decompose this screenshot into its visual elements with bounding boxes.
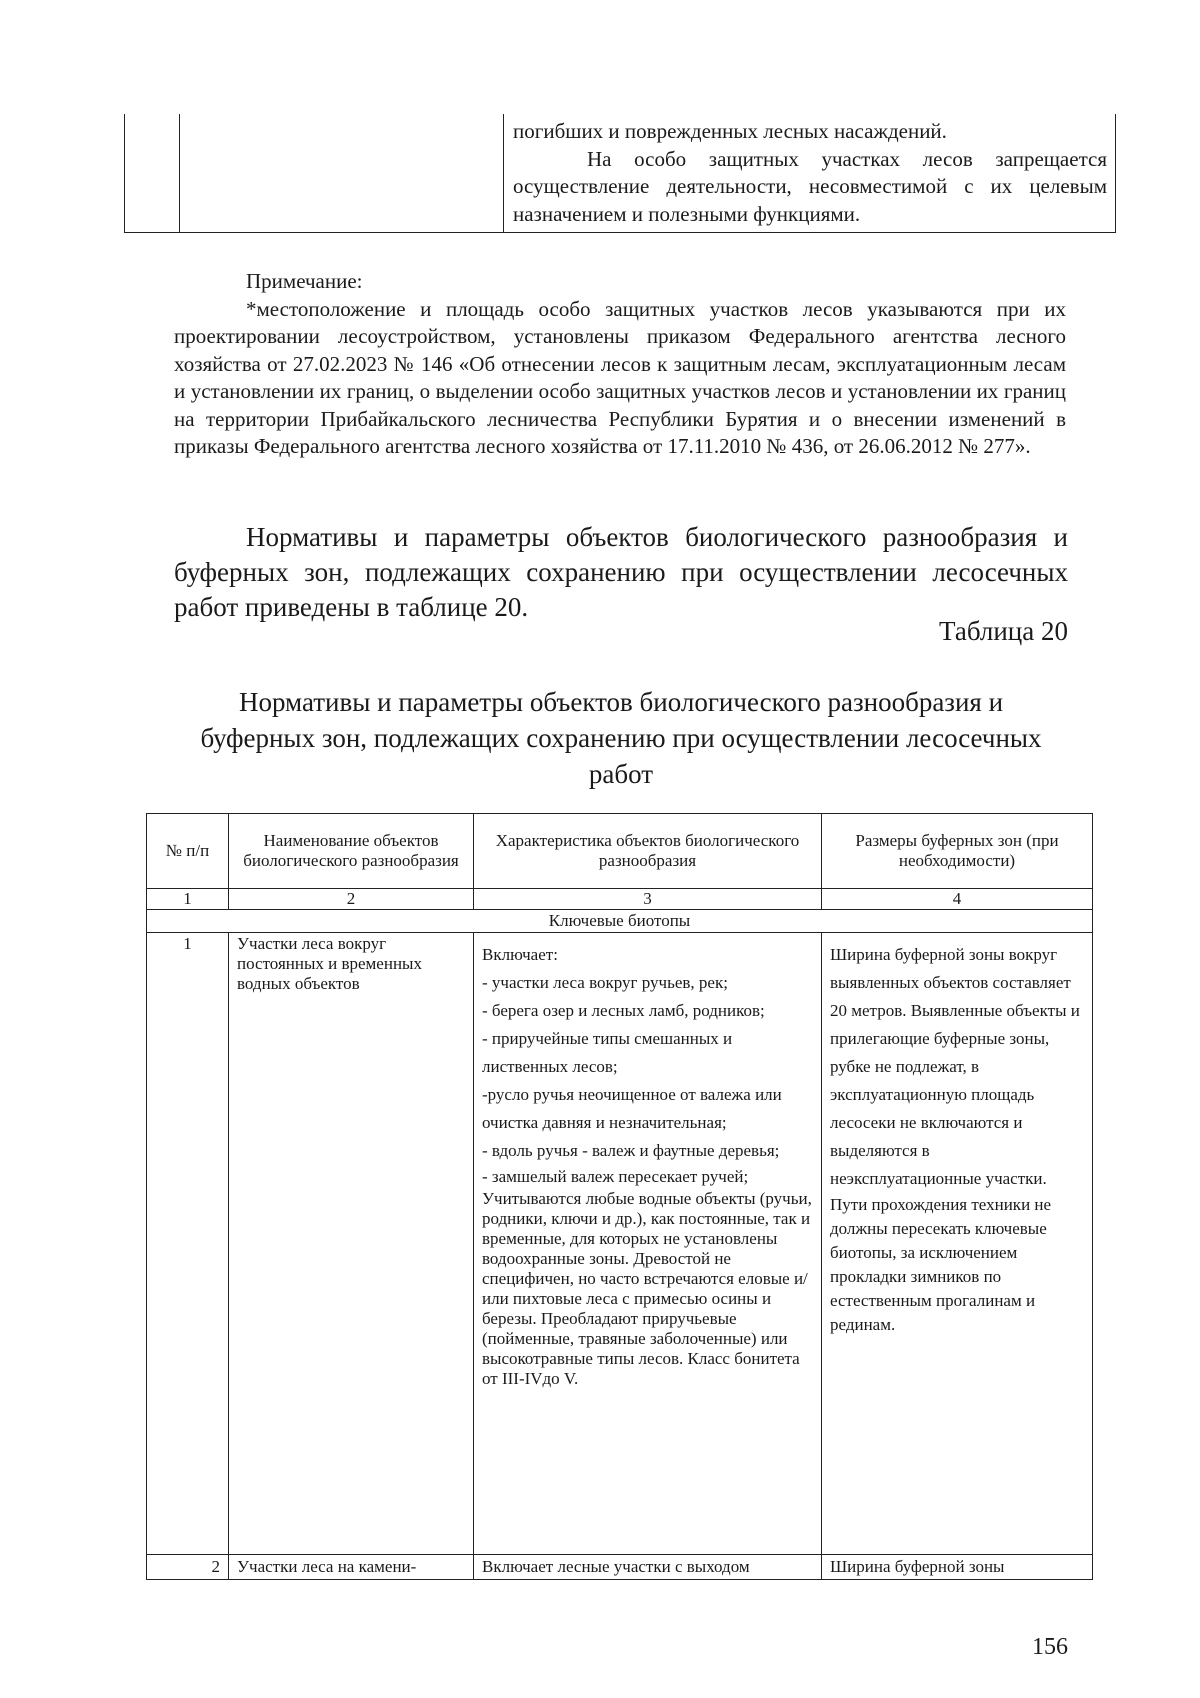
- char-item: - берега озер и лесных ламб, родников;: [482, 1001, 765, 1020]
- object-characteristics: Включает лесные участки с выходом: [474, 1555, 822, 1580]
- note-block: [174, 268, 1066, 461]
- column-number-row: [147, 889, 1093, 910]
- fragment-line: На особо защитных участках лесов запрещается осуществление деятельности, несовместимой с их целевым назначением и полезными функциями.: [513, 146, 1107, 226]
- column-divider: [503, 114, 504, 232]
- note-body: *местоположение и площадь особо защитных участков лесов указываются при их проектировании лесоустройством, установлены приказом Федерального агентства лесного хозяйства от 27.02.2023 № 146 «Об отнесении лесов к защитным лесам, эксплуатационным лесам и установлении их границ, о выделении особо защитных участков лесов и установлении их границ на территории Прибайкальского лесничества Республики Бурятия и о внесении изменений в приказы Федерального агентства лесного хозяйства от 17.11.2010 № 436, от 26.06.2012 № 277».: [174, 296, 1066, 458]
- fragment-line: погибших и поврежденных лесных насаждений.: [513, 119, 947, 143]
- section-row: [147, 910, 1093, 933]
- table-row: [147, 1555, 1093, 1580]
- buffer-text: Пути прохождения техники не должны пересекать ключевые биотопы, за исключением прокладки зимников по естественным прогалинам и рединам.: [830, 1195, 1052, 1334]
- header-characteristics: Характеристика объектов биологического разнообразия: [474, 814, 822, 889]
- biodiversity-table: [146, 813, 1093, 1580]
- column-number: 1: [147, 889, 229, 910]
- column-number: 4: [822, 889, 1093, 910]
- buffer-zone-size: [822, 933, 1093, 1555]
- object-name: Участки леса вокруг постоянных и временных водных объектов: [229, 933, 474, 1555]
- table-label: Таблица 20: [939, 616, 1068, 646]
- note-title: Примечание:: [246, 269, 363, 293]
- caption-line: Нормативы и параметры объектов биологического разнообразия и: [238, 687, 1004, 717]
- char-item: Включает:: [482, 945, 558, 964]
- column-number: 2: [229, 889, 474, 910]
- header-buffer-size: Размеры буферных зон (при необходимости): [822, 814, 1093, 889]
- section-title: Ключевые биотопы: [147, 910, 1093, 933]
- continued-table-fragment: [124, 114, 1116, 233]
- char-item: -русло ручья неочищенное от валежа или очистка давняя и незначительная;: [482, 1085, 782, 1132]
- header-object-name: Наименование объектов биологического разнообразия: [229, 814, 474, 889]
- table-caption: [174, 684, 1068, 792]
- row-number: 1: [147, 933, 229, 1555]
- char-item: - замшелый валеж пересекает ручей;: [482, 1167, 749, 1186]
- buffer-text: Ширина буферной зоны вокруг выявленных объектов составляет 20 метров. Выявленные объекты и прилегающие буферные зоны, рубке не подлежат, в эксплуатационную площадь лесосеки не включаются и выделяются в неэксплуатационные участки.: [830, 945, 1080, 1188]
- caption-line: работ: [588, 759, 654, 789]
- char-item: - вдоль ручья - валеж и фаутные деревья;: [482, 1141, 780, 1160]
- table-row: [147, 933, 1093, 1555]
- fragment-cell-text: [513, 118, 1107, 228]
- column-number: 3: [474, 889, 822, 910]
- char-text: Учитываются любые водные объекты (ручьи, родники, ключи и др.), как постоянные, так и временные, для которых не установлены водоохранные зоны. Древостой не специфичен, но часто встречаются еловые и/или пихтовые леса с примесью осины и березы. Преобладают приручьевые (пойменные, травяные заболоченные) или высокотравные типы лесов. Класс бонитета от III-IVдо V.: [482, 1189, 812, 1388]
- row-number: 2: [147, 1555, 229, 1580]
- body-paragraph-block: [174, 520, 1068, 625]
- table-header-row: [147, 814, 1093, 889]
- body-paragraph: Нормативы и параметры объектов биологического разнообразия и буферных зон, подлежащих сохранению при осуществлении лесосечных работ приведены в таблице 20.: [174, 522, 1068, 622]
- object-characteristics: [474, 933, 822, 1555]
- page-number: 156: [1032, 1634, 1068, 1660]
- object-name: Участки леса на камени-: [229, 1555, 474, 1580]
- char-item: - приручейные типы смешанных и лиственных лесов;: [482, 1029, 733, 1076]
- buffer-zone-size: Ширина буферной зоны: [822, 1555, 1093, 1580]
- caption-line: буферных зон, подлежащих сохранению при осуществлении лесосечных: [200, 723, 1042, 753]
- column-divider: [179, 114, 180, 232]
- header-number: № п/п: [147, 814, 229, 889]
- char-item: - участки леса вокруг ручьев, рек;: [482, 973, 728, 992]
